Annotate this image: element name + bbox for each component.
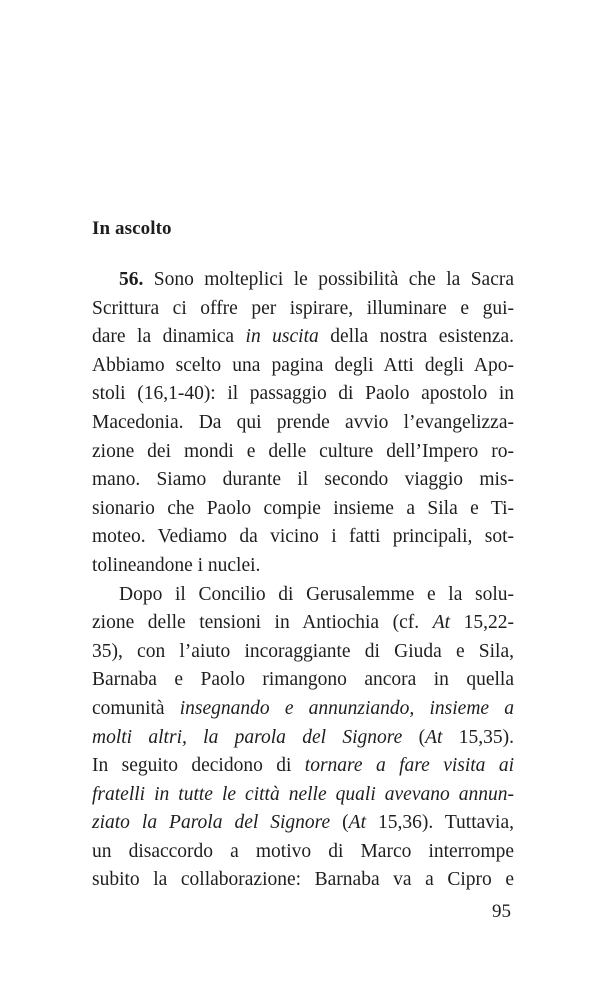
paragraph-2-line-7 [92,752,514,781]
paragraph-2-line-11: subito la collaborazione: Barnaba va a Cipro e [92,869,514,891]
text-span: ( [402,726,426,748]
text-span: comunità [92,697,180,719]
text-span: zione delle tensioni in Antiochia (cf. [92,612,433,634]
citation-abbrev: At [425,726,443,748]
text-span: ( [330,812,349,834]
text-span: Sono molteplici le possibilità che la Sacra [143,269,514,290]
text-span: 15,36). Tuttavia, [366,812,514,834]
paragraph-2-line-6 [92,724,514,753]
paragraph-56-line-7: zione dei mondi e delle culture dell’Impero ro- [92,440,514,462]
text-span: dare la dinamica [92,326,246,348]
italic-quote: tornare a fare visita ai [304,755,514,777]
text-span: 15,35). [442,726,515,748]
paragraph-2-line-2 [92,609,514,638]
paragraph-56-line-1 [92,266,514,295]
paragraph-2-line-1: Dopo il Concilio di Gerusalemme e la solu- [119,583,514,605]
text-span: In seguito decidono di [92,755,305,777]
paragraph-56-line-10: moteo. Vediamo da vicino i fatti principali, sot- [92,526,514,548]
italic-phrase: in uscita [245,326,319,348]
paragraph-2-line-9 [92,809,514,838]
italic-quote: molti altri, la parola del Signore [92,726,403,748]
text-span: della nostra esistenza. [318,326,515,348]
paragraph-number: 56. [119,269,144,290]
citation-abbrev: At [348,812,366,834]
paragraph-56-line-11: tolineandone i nuclei. [92,554,261,576]
paragraph-56-line-3 [92,323,514,352]
text-span: 15,22- [450,612,515,634]
paragraph-2-line-3: 35), con l’aiuto incoraggiante di Giuda e Sila, [92,640,514,662]
italic-quote: insegnando e annunziando, insieme a [179,697,514,719]
paragraph-56-line-9: sionario che Paolo compie insieme a Sila e Ti- [92,497,514,519]
italic-quote: ziato la Parola del Signore [92,812,331,834]
paragraph-56-line-5: stoli (16,1-40): il passaggio di Paolo apostolo in [92,383,514,405]
paragraph-56-line-4: Abbiamo scelto una pagina degli Atti degli Apo- [92,354,514,376]
paragraph-2-line-8: fratelli in tutte le città nelle quali avevano annun- [92,783,514,805]
paragraph-56-line-2: Scrittura ci offre per ispirare, illuminare e gui- [92,297,514,319]
paragraph-2-line-4: Barnaba e Paolo rimangono ancora in quella [92,669,514,691]
citation-abbrev: At [432,612,451,634]
body-text [92,266,514,895]
paragraph-56-line-8: mano. Siamo durante il secondo viaggio mis- [92,469,514,491]
section-heading: In ascolto [92,218,172,239]
page-number: 95 [492,901,511,922]
paragraph-2-line-5 [92,695,514,724]
paragraph-56-line-6: Macedonia. Da qui prende avvio l’evangelizza- [92,411,514,433]
paragraph-2-line-10: un disaccordo a motivo di Marco interrompe [92,840,514,862]
